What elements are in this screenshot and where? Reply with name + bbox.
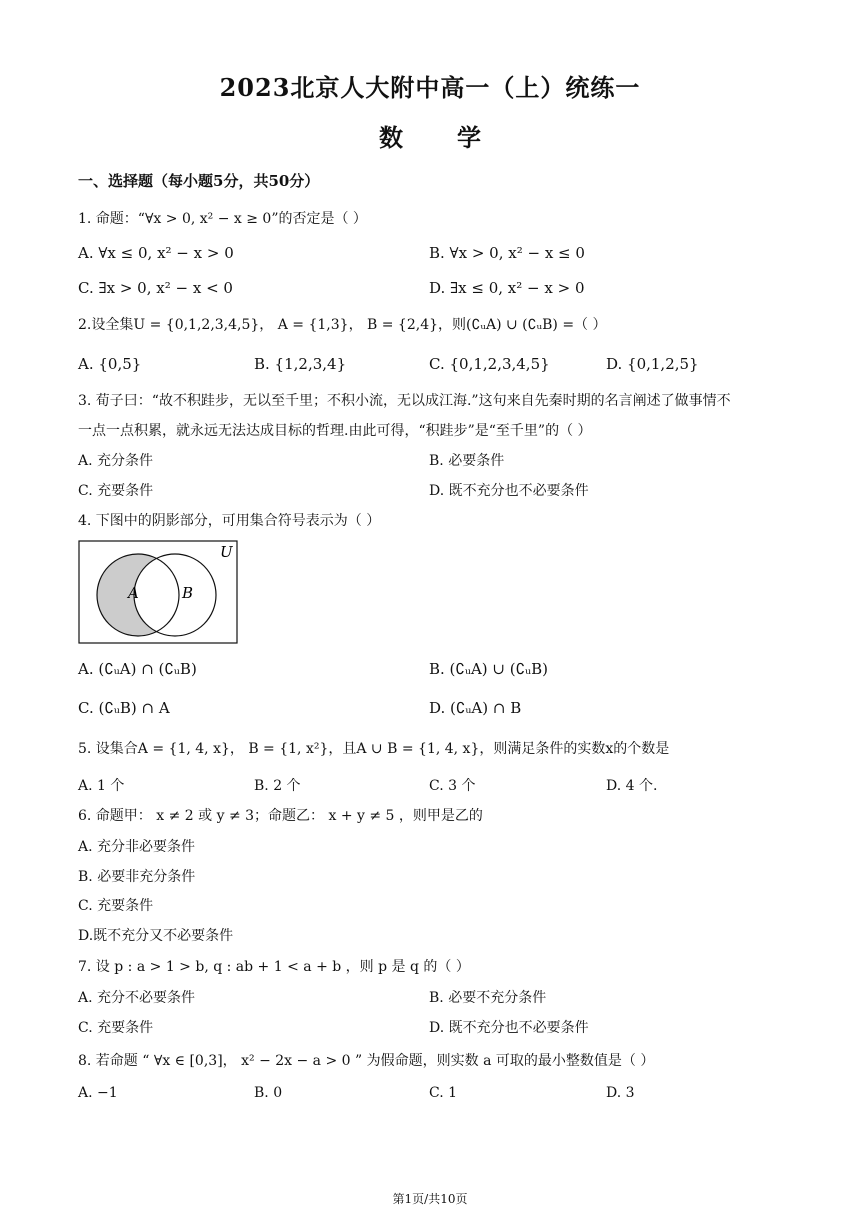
question-5-option-c: C. 3 个	[429, 778, 476, 794]
question-6-stem: 6. 命题甲： x ≠ 2 或 y ≠ 3；命题乙： x + y ≠ 5 ，则甲是乙的	[78, 808, 483, 824]
question-1-option-c: C. ∃x > 0, x² − x < 0	[78, 279, 233, 297]
question-7-option-d: D. 既不充分也不必要条件	[429, 1020, 589, 1036]
question-5-stem: 5. 设集合A = {1, 4, x}， B = {1, x²}，且A ∪ B = {1, 4, x}，则满足条件的实数x的个数是	[78, 741, 670, 757]
question-8-stem: 8. 若命题 “ ∀x ∈ [0,3]， x² − 2x − a > 0 ” 为假命题，则实数 a 可取的最小整数值是（ ）	[78, 1053, 655, 1069]
venn-diagram	[78, 540, 238, 644]
question-6-option-c: C. 充要条件	[78, 898, 154, 914]
section-heading: 一、选择题（每小题5分，共50分）	[78, 172, 320, 190]
question-5-option-b: B. 2 个	[254, 778, 301, 794]
universe-label: U	[220, 543, 233, 561]
question-3-option-b: B. 必要条件	[429, 453, 505, 469]
question-8-option-c: C. 1	[429, 1085, 458, 1101]
question-8-option-d: D. 3	[606, 1085, 635, 1101]
question-1-option-a: A. ∀x ≤ 0, x² − x > 0	[78, 244, 234, 262]
set-a-label: A	[128, 584, 139, 602]
question-3-stem-line-1: 3. 荀子曰：“故不积跬步，无以至千里；不积小流，无以成江海.”这句来自先秦时期的名言阐述了做事情不	[78, 393, 731, 409]
question-7-option-a: A. 充分不必要条件	[78, 990, 196, 1006]
question-2-option-a: A. {0,5}	[78, 355, 142, 373]
subject-title: 数学	[379, 123, 535, 152]
question-7-option-b: B. 必要不充分条件	[429, 990, 547, 1006]
question-6-option-d: D.既不充分又不必要条件	[78, 928, 234, 944]
question-6-option-b: B. 必要非充分条件	[78, 869, 196, 885]
page-title: 2023北京人大附中高一（上）统练一	[219, 73, 641, 102]
question-2-option-b: B. {1,2,3,4}	[254, 355, 347, 373]
question-1-stem: 1. 命题：“∀x > 0, x² − x ≥ 0”的否定是（ ）	[78, 211, 367, 227]
question-6-option-a: A. 充分非必要条件	[78, 839, 196, 855]
question-8-option-a: A. −1	[78, 1085, 118, 1101]
question-4-option-b: B. (∁ᵤA) ∪ (∁ᵤB)	[429, 660, 548, 678]
question-3-option-c: C. 充要条件	[78, 483, 154, 499]
question-3-option-a: A. 充分条件	[78, 453, 154, 469]
question-4-option-d: D. (∁ᵤA) ∩ B	[429, 699, 522, 717]
question-7-option-c: C. 充要条件	[78, 1020, 154, 1036]
question-2-option-c: C. {0,1,2,3,4,5}	[429, 355, 550, 373]
question-4-stem: 4. 下图中的阴影部分，可用集合符号表示为（ ）	[78, 513, 381, 529]
question-3-option-d: D. 既不充分也不必要条件	[429, 483, 589, 499]
question-2-option-d: D. {0,1,2,5}	[606, 355, 699, 373]
question-5-option-d: D. 4 个.	[606, 778, 658, 794]
question-4-option-c: C. (∁ᵤB) ∩ A	[78, 699, 170, 717]
question-8-option-b: B. 0	[254, 1085, 283, 1101]
page-number: 第1页/共10页	[392, 1192, 468, 1206]
question-1-option-b: B. ∀x > 0, x² − x ≤ 0	[429, 244, 585, 262]
question-4-option-a: A. (∁ᵤA) ∩ (∁ᵤB)	[78, 660, 197, 678]
question-7-stem: 7. 设 p : a > 1 > b, q : ab + 1 < a + b ，则 p 是 q 的（ ）	[78, 959, 470, 975]
set-b-label: B	[182, 584, 194, 602]
question-5-option-a: A. 1 个	[78, 778, 125, 794]
question-1-option-d: D. ∃x ≤ 0, x² − x > 0	[429, 279, 585, 297]
question-3-stem-line-2: 一点一点积累，就永远无法达成目标的哲理.由此可得，“积跬步”是“至千里”的（ ）	[78, 423, 592, 439]
question-2-stem: 2.设全集U = {0,1,2,3,4,5}， A = {1,3}， B = {2,4}，则(∁ᵤA) ∪ (∁ᵤB) =（ ）	[78, 317, 607, 333]
